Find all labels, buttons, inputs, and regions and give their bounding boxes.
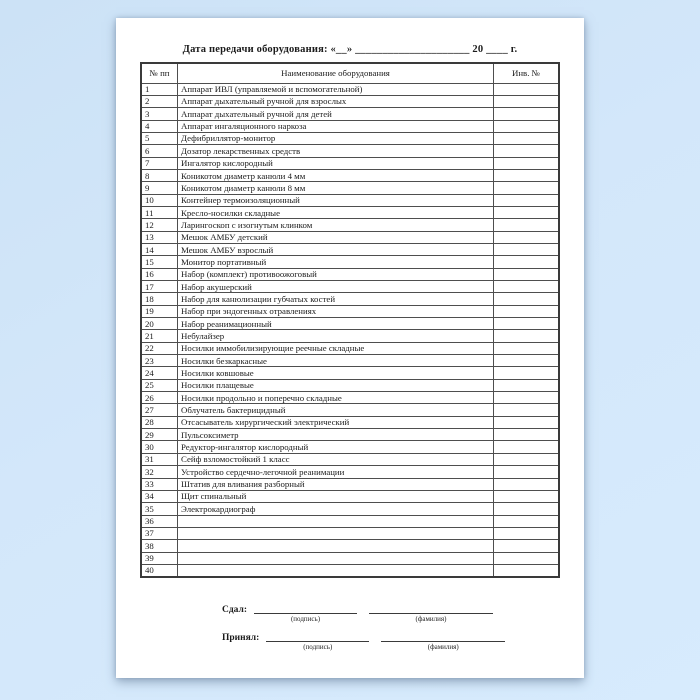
table-row [141,194,559,206]
row-number: 4 [141,120,178,132]
row-name: Набор акушерский [178,281,494,293]
row-number: 22 [141,342,178,354]
sig-row-gave [222,603,584,623]
equipment-table [140,62,560,578]
row-inventory [494,256,560,268]
row-name [178,515,494,527]
row-number: 26 [141,392,178,404]
row-inventory [494,330,560,342]
row-number: 40 [141,564,178,576]
row-inventory [494,281,560,293]
gave-signature-caption: (подпись) [290,614,321,623]
row-name: Электрокардиограф [178,503,494,515]
row-name [178,527,494,539]
row-number: 36 [141,515,178,527]
row-number: 1 [141,83,178,95]
row-name: Коникотом диаметр канюли 8 мм [178,182,494,194]
table-row [141,318,559,330]
row-inventory [494,416,560,428]
table-row [141,132,559,144]
gave-surname-caption: (фамилия) [415,614,447,623]
row-name: Носилки плащевые [178,379,494,391]
row-number: 9 [141,182,178,194]
gave-signature-field [254,603,357,623]
row-inventory [494,404,560,416]
row-number: 33 [141,478,178,490]
row-inventory [494,108,560,120]
row-number: 20 [141,318,178,330]
table-row [141,281,559,293]
row-inventory [494,527,560,539]
row-number: 19 [141,305,178,317]
row-number: 37 [141,527,178,539]
row-number: 24 [141,367,178,379]
table-row [141,231,559,243]
row-name: Ларингоскоп с изогнутым клинком [178,219,494,231]
row-inventory [494,157,560,169]
row-name: Носилки иммобилизирующие реечные складные [178,342,494,354]
row-name: Пульсоксиметр [178,429,494,441]
table-row [141,441,559,453]
row-inventory [494,194,560,206]
header-row [141,63,559,83]
row-inventory [494,145,560,157]
received-surname-field [381,631,505,651]
row-number: 30 [141,441,178,453]
header-inventory: Инв. № [494,63,560,83]
row-name: Носилки продольно и поперечно складные [178,392,494,404]
row-inventory [494,268,560,280]
table-row [141,367,559,379]
row-inventory [494,95,560,107]
row-number: 17 [141,281,178,293]
row-inventory [494,515,560,527]
row-number: 3 [141,108,178,120]
row-name: Носилки безкаркасные [178,355,494,367]
row-name: Ингалятор кислородный [178,157,494,169]
row-number: 12 [141,219,178,231]
table-row [141,416,559,428]
row-number: 31 [141,453,178,465]
table-row [141,404,559,416]
table-row [141,83,559,95]
row-name: Аппарат ИВЛ (управляемой и вспомогательной) [178,83,494,95]
table-row [141,145,559,157]
row-name: Носилки ковшовые [178,367,494,379]
table-row [141,256,559,268]
received-signature-line [266,631,369,642]
table-row [141,169,559,181]
row-name: Штатив для вливания разборный [178,478,494,490]
row-name: Сейф взломостойкий 1 класс [178,453,494,465]
table-row [141,219,559,231]
row-inventory [494,367,560,379]
row-number: 18 [141,293,178,305]
table-row [141,330,559,342]
row-name: Устройство сердечно-легочной реанимации [178,466,494,478]
table-row [141,120,559,132]
row-inventory [494,540,560,552]
row-name: Мешок АМБУ взрослый [178,243,494,255]
row-name [178,552,494,564]
gave-signature-line [254,603,357,614]
row-number: 13 [141,231,178,243]
signature-block [222,603,584,651]
row-number: 6 [141,145,178,157]
row-inventory [494,564,560,576]
table-row [141,108,559,120]
row-name: Щит спинальный [178,490,494,502]
table-row [141,243,559,255]
row-name: Контейнер термоизоляционный [178,194,494,206]
row-number: 34 [141,490,178,502]
row-inventory [494,293,560,305]
table-row [141,429,559,441]
row-inventory [494,83,560,95]
row-name: Набор для канюлизации губчатых костей [178,293,494,305]
gave-label: Сдал: [222,604,247,615]
row-inventory [494,243,560,255]
row-inventory [494,169,560,181]
paper-sheet [116,18,584,678]
row-inventory [494,379,560,391]
row-inventory [494,552,560,564]
table-row [141,293,559,305]
row-number: 23 [141,355,178,367]
row-number: 29 [141,429,178,441]
row-inventory [494,342,560,354]
row-number: 2 [141,95,178,107]
row-name [178,540,494,552]
row-number: 35 [141,503,178,515]
table-row [141,157,559,169]
row-name: Небулайзер [178,330,494,342]
row-number: 27 [141,404,178,416]
row-inventory [494,429,560,441]
table-row [141,515,559,527]
sig-row-received [222,631,584,651]
gave-surname-field [369,603,493,623]
row-number: 16 [141,268,178,280]
row-name: Облучатель бактерицидный [178,404,494,416]
row-name: Отсасыватель хирургический электрический [178,416,494,428]
row-name: Аппарат дыхательный ручной для взрослых [178,95,494,107]
table-row [141,268,559,280]
received-label: Принял: [222,632,260,643]
table-row [141,527,559,539]
row-number: 28 [141,416,178,428]
table-row [141,490,559,502]
row-name: Набор реанимационный [178,318,494,330]
row-inventory [494,318,560,330]
row-number: 10 [141,194,178,206]
row-name: Кресло-носилки складные [178,206,494,218]
row-name: Набор при эндогенных отравлениях [178,305,494,317]
received-surname-line [381,631,505,642]
header-name: Наименование оборудования [178,63,494,83]
row-inventory [494,478,560,490]
row-inventory [494,466,560,478]
row-inventory [494,441,560,453]
row-number: 38 [141,540,178,552]
table-row [141,552,559,564]
row-number: 8 [141,169,178,181]
table-row [141,466,559,478]
row-inventory [494,231,560,243]
received-surname-caption: (фамилия) [427,642,459,651]
table-row [141,379,559,391]
row-inventory [494,490,560,502]
table-row [141,478,559,490]
table-row [141,453,559,465]
table-row [141,503,559,515]
row-inventory [494,392,560,404]
table-row [141,206,559,218]
row-name [178,564,494,576]
row-number: 32 [141,466,178,478]
row-number: 21 [141,330,178,342]
row-name: Дозатор лекарственных средств [178,145,494,157]
equipment-table-header [141,63,559,83]
row-name: Набор (комплект) противоожоговый [178,268,494,280]
table-row [141,342,559,354]
row-inventory [494,219,560,231]
row-number: 11 [141,206,178,218]
header-number: № пп [141,63,178,83]
received-signature-caption: (подпись) [303,642,333,651]
table-row [141,355,559,367]
row-number: 39 [141,552,178,564]
table-row [141,305,559,317]
row-inventory [494,206,560,218]
table-row [141,95,559,107]
row-inventory [494,453,560,465]
row-inventory [494,120,560,132]
equipment-tbody [141,83,559,577]
row-name: Аппарат дыхательный ручной для детей [178,108,494,120]
row-name: Монитор портативный [178,256,494,268]
gave-surname-line [369,603,493,614]
table-row [141,564,559,576]
row-name: Аппарат ингаляционного наркоза [178,120,494,132]
table-row [141,392,559,404]
row-name: Дефибриллятор-монитор [178,132,494,144]
document-title: Дата передачи оборудования: «__» _____________________ 20 ____ г. [182,44,518,55]
table-row [141,182,559,194]
row-inventory [494,305,560,317]
row-number: 15 [141,256,178,268]
row-inventory [494,132,560,144]
row-inventory [494,355,560,367]
row-number: 14 [141,243,178,255]
row-inventory [494,182,560,194]
row-number: 7 [141,157,178,169]
row-number: 25 [141,379,178,391]
table-row [141,540,559,552]
row-name: Коникотом диаметр канюли 4 мм [178,169,494,181]
row-name: Редуктор-ингалятор кислородный [178,441,494,453]
row-number: 5 [141,132,178,144]
row-inventory [494,503,560,515]
row-name: Мешок АМБУ детский [178,231,494,243]
received-signature-field [266,631,369,651]
